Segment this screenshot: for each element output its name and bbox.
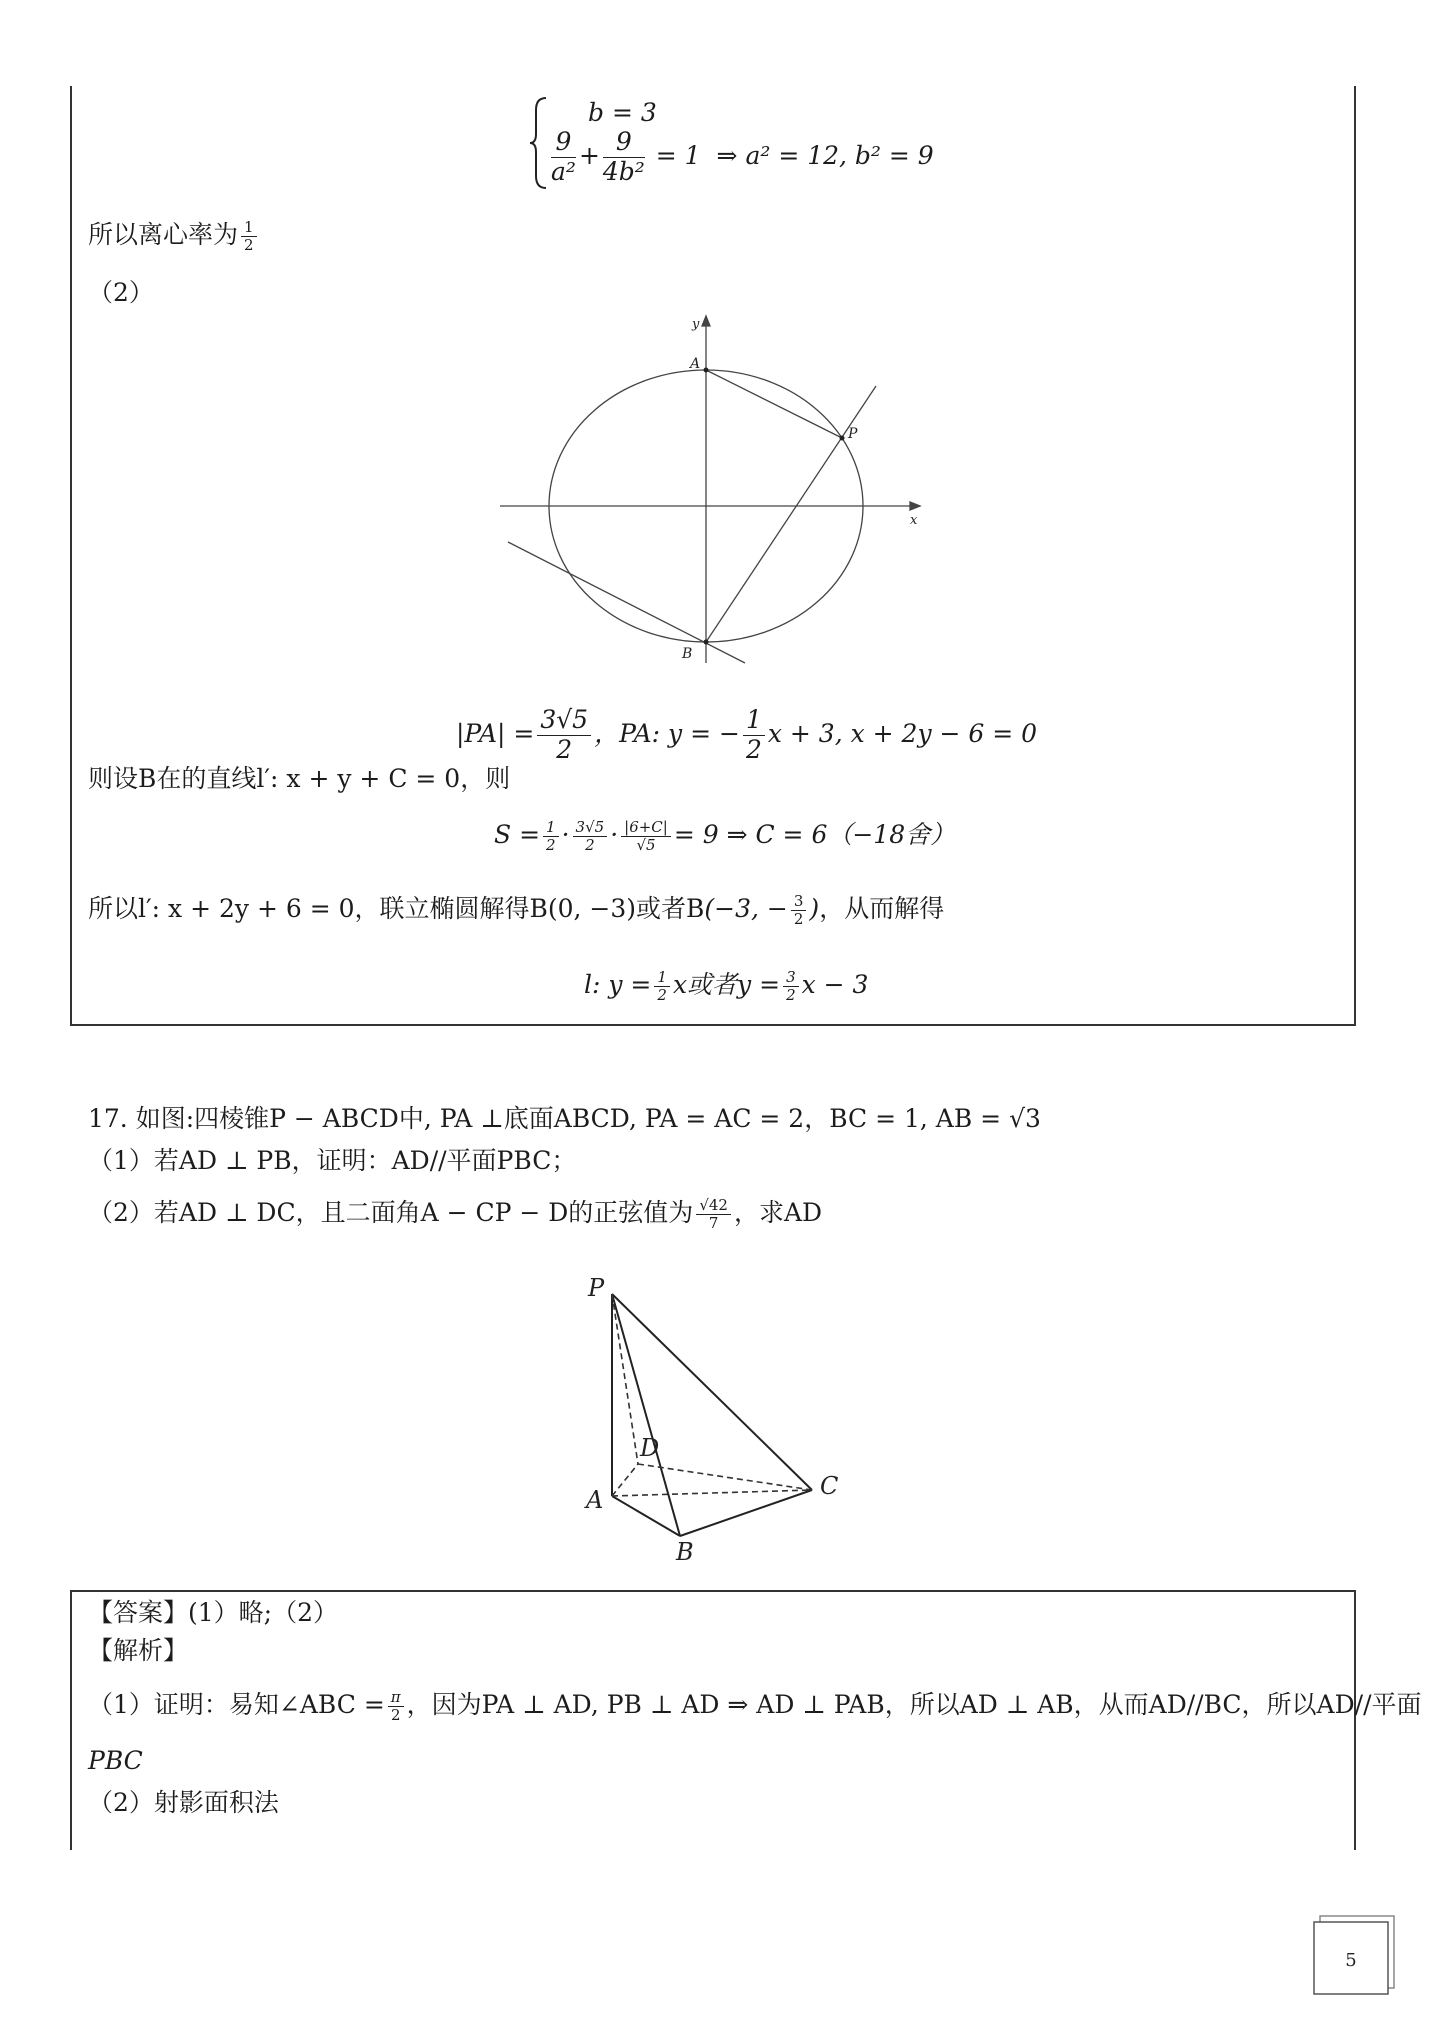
pa-left: |PA| = <box>456 718 535 748</box>
label-b: B <box>682 646 693 662</box>
pa-frac-num: 3√5 <box>537 706 591 736</box>
sys-line-1: b = 3 <box>588 98 657 127</box>
s-f2-num: 3√5 <box>573 819 608 837</box>
point-b <box>704 640 709 645</box>
ecc-num: 1 <box>241 219 257 237</box>
final-f2-num: 3 <box>783 969 799 987</box>
segment-ap <box>706 370 842 438</box>
final-f2-den: 2 <box>786 986 796 1004</box>
equation-system <box>528 96 934 196</box>
pa-frac-den: 2 <box>556 734 573 764</box>
result-text-b: ，从而解得 <box>819 894 945 923</box>
sys-frac2-den: 4b² <box>602 156 645 186</box>
result-text-a: 所以l′: x + 2y + 6 = 0，联立椭圆解得B(0, −3)或者B <box>88 894 705 923</box>
edge-bc <box>680 1490 812 1536</box>
proof-den: 2 <box>390 1706 401 1724</box>
label-b: B <box>676 1538 694 1566</box>
s-f3-den: √5 <box>636 836 656 854</box>
page-number: 5 <box>1345 1950 1357 1971</box>
left-brace-icon <box>528 96 548 190</box>
ecc-den: 2 <box>244 236 254 254</box>
line-l-statement: 则设B在的直线l′: x + y + C = 0，则 <box>88 764 511 793</box>
pa-frac2-den: 2 <box>745 734 762 764</box>
q17-line2: （1）若AD ⊥ PB，证明：AD//平面PBC； <box>88 1146 577 1175</box>
ellipse-figure <box>500 308 940 688</box>
line-bp <box>706 386 876 642</box>
final-a: l: y = <box>584 970 652 999</box>
label-a: A <box>690 356 701 372</box>
pa-right: x + 3, x + 2y − 6 = 0 <box>767 718 1038 748</box>
label-y: y <box>692 317 700 332</box>
x-axis-arrow-icon <box>910 502 920 510</box>
q17-line3-a: （2）若AD ⊥ DC，且二面角A − CP − D的正弦值为 <box>88 1198 694 1227</box>
ecc-text: 所以离心率为 <box>88 220 239 249</box>
edge-pb <box>612 1294 680 1536</box>
sys-eq: = 1 <box>655 140 701 170</box>
line-l-prime <box>508 542 745 663</box>
answer-line: 【答案】(1）略;（2） <box>88 1598 338 1627</box>
result-frac-num: 3 <box>791 893 807 911</box>
s-dot1: · <box>561 820 570 849</box>
area-equation <box>494 818 955 854</box>
q17-line3 <box>88 1196 822 1232</box>
proof-line <box>88 1688 1422 1724</box>
label-d: D <box>640 1434 660 1462</box>
result-line <box>88 892 944 928</box>
final-f1-num: 1 <box>654 969 670 987</box>
proof-continuation: PBC <box>88 1746 143 1775</box>
sys-frac1-num: 9 <box>551 128 576 158</box>
edge-ac <box>612 1490 812 1496</box>
proof-b: ，因为PA ⊥ AD, PB ⊥ AD ⇒ AD ⊥ PAB，所以AD ⊥ AB，从而AD//BC，所以AD//平面 <box>406 1690 1422 1719</box>
pyramid-figure <box>580 1268 860 1568</box>
eccentricity-line <box>88 218 260 254</box>
label-c: C <box>820 1472 839 1500</box>
pa-mid: ，PA: y = − <box>594 718 740 748</box>
edge-ad <box>612 1464 638 1496</box>
q17-frac-den: 7 <box>708 1214 719 1232</box>
sys-plus: + <box>578 140 600 170</box>
s-dot2: · <box>610 820 619 849</box>
pa-equation <box>456 706 1037 765</box>
part2-label: （2） <box>88 278 154 307</box>
s-f2-den: 2 <box>585 836 595 854</box>
s-left: S = <box>494 820 541 849</box>
q17-line3-b: ，求AD <box>733 1198 823 1227</box>
page-number-badge <box>1310 1914 1398 1998</box>
label-a: A <box>586 1486 604 1514</box>
point-a <box>704 368 709 373</box>
sys-frac2-num: 9 <box>603 128 645 158</box>
s-f1-den: 2 <box>546 836 556 854</box>
edge-pd <box>612 1294 638 1464</box>
sys-frac1-den: a² <box>551 156 576 186</box>
s-right: = 9 ⇒ C = 6（−18舍） <box>673 820 956 849</box>
s-f3-num: |6+C| <box>621 819 671 837</box>
label-p: P <box>848 426 858 442</box>
sys-result: ⇒ a² = 12, b² = 9 <box>716 140 934 170</box>
sys-line-2 <box>548 128 934 187</box>
q17-line1: 17. 如图:四棱锥P − ABCD中, PA ⊥底面ABCD, PA = AC = 2，BC = 1, AB = √3 <box>88 1104 1041 1133</box>
final-c: x − 3 <box>801 970 869 999</box>
s-f1-num: 1 <box>543 819 559 837</box>
final-b: x或者y = <box>672 970 781 999</box>
part2-method: （2）射影面积法 <box>88 1788 279 1817</box>
proof-num: π <box>388 1689 404 1707</box>
label-x: x <box>910 513 918 528</box>
analysis-label: 【解析】 <box>88 1636 189 1665</box>
result-coord-b: ) <box>809 894 820 923</box>
final-f1-den: 2 <box>657 986 667 1004</box>
point-p <box>840 436 845 441</box>
result-frac-den: 2 <box>793 910 804 928</box>
q17-frac-num: √42 <box>696 1197 731 1215</box>
proof-a: （1）证明：易知∠ABC = <box>88 1690 385 1719</box>
final-line <box>584 968 868 1004</box>
label-p: P <box>588 1274 605 1302</box>
pa-frac2-num: 1 <box>743 706 765 736</box>
result-coord-a: (−3, − <box>704 894 788 923</box>
y-axis-arrow-icon <box>702 316 710 326</box>
